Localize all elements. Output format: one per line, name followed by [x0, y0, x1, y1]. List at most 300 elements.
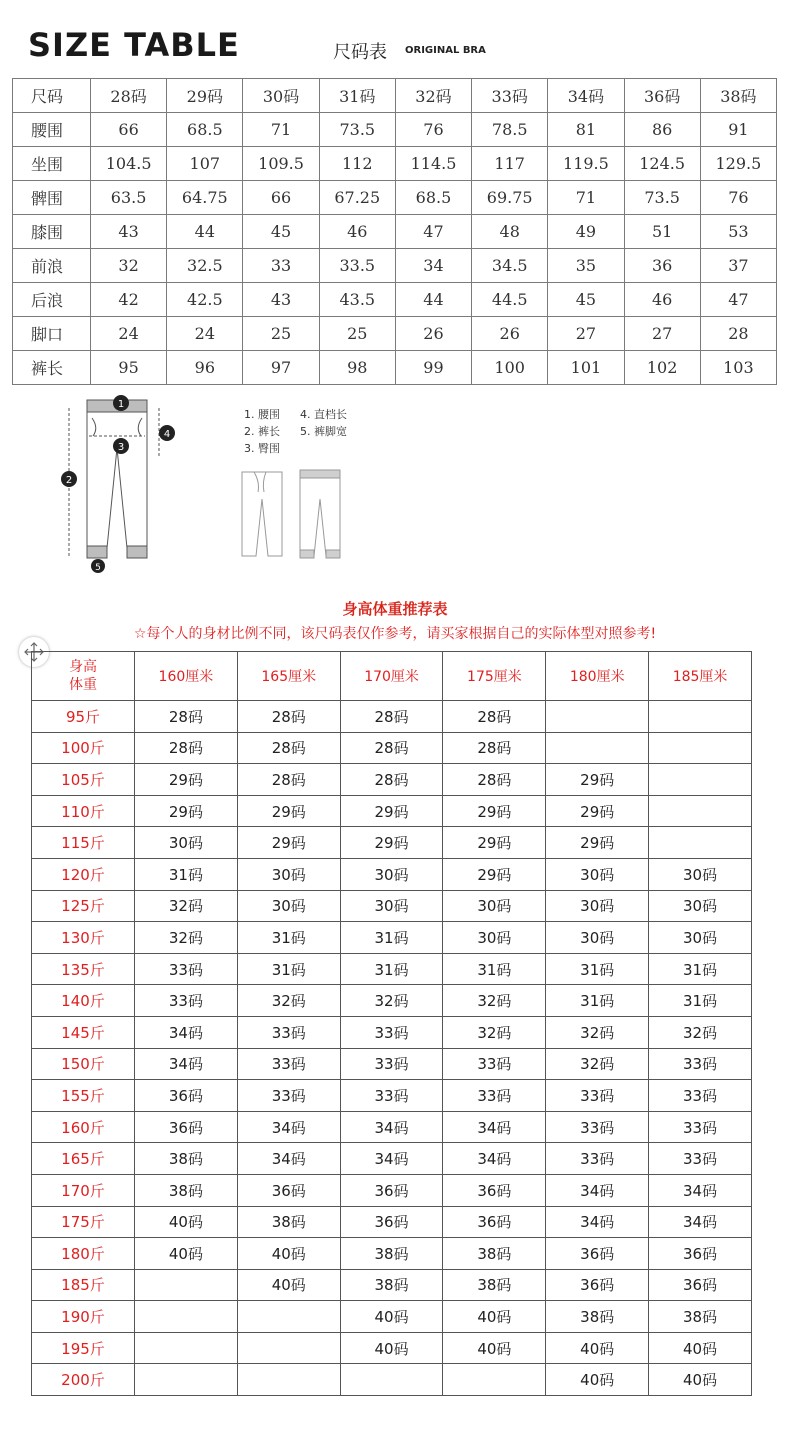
size-cell: 34码 — [443, 1111, 546, 1143]
corner-weight-label: 体重 — [69, 677, 97, 693]
measurement-value: 109.5 — [243, 147, 319, 181]
measurement-value: 114.5 — [395, 147, 471, 181]
table-row — [32, 890, 752, 922]
table-row — [13, 249, 777, 283]
size-cell: 33码 — [546, 1080, 649, 1112]
size-header-cell: 33码 — [472, 79, 548, 113]
table-row — [32, 858, 752, 890]
measurement-value: 26 — [395, 317, 471, 351]
measurement-value: 81 — [548, 113, 624, 147]
legend-item: 1. 腰围 — [244, 408, 280, 421]
size-cell: 33码 — [443, 1048, 546, 1080]
size-cell: 33码 — [237, 1080, 340, 1112]
marker-2 — [61, 471, 77, 487]
table-row — [32, 827, 752, 859]
recommend-note: ☆每个人的身材比例不同，该尺码表仅作参考，请买家根据自己的实际体型对照参考! — [133, 626, 657, 642]
size-header-label: 尺码 — [13, 79, 91, 113]
size-cell — [135, 1269, 238, 1301]
size-cell: 33码 — [443, 1080, 546, 1112]
svg-text:3: 3 — [117, 442, 125, 453]
table-row — [32, 1238, 752, 1270]
size-table — [12, 78, 777, 385]
marker-5 — [91, 559, 105, 573]
size-cell: 33码 — [340, 1048, 443, 1080]
size-cell: 40码 — [546, 1364, 649, 1396]
legend-item: 4. 直档长 — [300, 408, 347, 421]
table-row — [32, 732, 752, 764]
size-cell — [443, 1364, 546, 1396]
table-row — [13, 113, 777, 147]
measurement-value: 45 — [548, 283, 624, 317]
size-cell: 28码 — [340, 701, 443, 733]
size-cell: 28码 — [340, 732, 443, 764]
measurement-value: 107 — [167, 147, 243, 181]
size-cell: 29码 — [340, 795, 443, 827]
size-cell: 30码 — [443, 890, 546, 922]
size-header-cell: 30码 — [243, 79, 319, 113]
size-cell: 34码 — [546, 1174, 649, 1206]
weight-label: 145斤 — [32, 1016, 135, 1048]
size-cell: 30码 — [546, 890, 649, 922]
measurement-value: 104.5 — [91, 147, 167, 181]
measurement-label: 腰围 — [13, 113, 91, 147]
size-cell: 33码 — [649, 1143, 752, 1175]
table-row — [32, 1080, 752, 1112]
size-cell: 29码 — [443, 827, 546, 859]
size-cell: 36码 — [135, 1080, 238, 1112]
size-cell: 38码 — [443, 1269, 546, 1301]
size-cell: 31码 — [237, 953, 340, 985]
size-cell: 31码 — [237, 922, 340, 954]
measurement-value: 49 — [548, 215, 624, 249]
weight-label: 135斤 — [32, 953, 135, 985]
measurement-label: 髀围 — [13, 181, 91, 215]
size-cell — [649, 764, 752, 796]
measurement-label: 裤长 — [13, 351, 91, 385]
size-cell — [649, 701, 752, 733]
marker-4 — [159, 425, 175, 441]
size-cell: 29码 — [135, 764, 238, 796]
measurement-label: 脚口 — [13, 317, 91, 351]
table-row — [32, 1048, 752, 1080]
size-cell: 31码 — [135, 858, 238, 890]
measurement-value: 33.5 — [319, 249, 395, 283]
svg-text:2: 2 — [65, 475, 73, 486]
weight-label: 115斤 — [32, 827, 135, 859]
recommend-table — [31, 651, 752, 1396]
size-cell: 33码 — [237, 1048, 340, 1080]
measurement-label: 膝围 — [13, 215, 91, 249]
size-cell: 31码 — [649, 953, 752, 985]
size-cell: 40码 — [135, 1206, 238, 1238]
weight-label: 155斤 — [32, 1080, 135, 1112]
size-cell: 29码 — [443, 858, 546, 890]
measurement-value: 71 — [548, 181, 624, 215]
size-cell: 40码 — [443, 1301, 546, 1333]
size-cell: 30码 — [546, 858, 649, 890]
weight-label: 130斤 — [32, 922, 135, 954]
table-row — [32, 1143, 752, 1175]
size-header-row — [13, 79, 777, 113]
size-cell — [649, 732, 752, 764]
measurement-value: 32.5 — [167, 249, 243, 283]
measurement-value: 117 — [472, 147, 548, 181]
measurement-value: 25 — [243, 317, 319, 351]
measurement-value: 27 — [548, 317, 624, 351]
size-cell: 32码 — [443, 1016, 546, 1048]
right-cuff — [127, 546, 147, 558]
table-row — [32, 1301, 752, 1333]
size-cell: 34码 — [135, 1048, 238, 1080]
size-cell: 28码 — [237, 764, 340, 796]
weight-label: 110斤 — [32, 795, 135, 827]
weight-label: 150斤 — [32, 1048, 135, 1080]
measurement-value: 66 — [91, 113, 167, 147]
height-header-cell: 165厘米 — [237, 652, 340, 701]
weight-label: 105斤 — [32, 764, 135, 796]
size-cell: 36码 — [546, 1269, 649, 1301]
size-cell: 38码 — [340, 1238, 443, 1270]
weight-label: 95斤 — [32, 701, 135, 733]
measurement-value: 33 — [243, 249, 319, 283]
size-cell: 36码 — [443, 1174, 546, 1206]
measurement-label: 前浪 — [13, 249, 91, 283]
table-row — [32, 764, 752, 796]
measurement-value: 51 — [624, 215, 700, 249]
size-cell: 33码 — [340, 1080, 443, 1112]
measurement-value: 69.75 — [472, 181, 548, 215]
measurement-value: 44.5 — [472, 283, 548, 317]
size-cell: 40码 — [546, 1332, 649, 1364]
size-cell — [135, 1332, 238, 1364]
size-cell: 32码 — [649, 1016, 752, 1048]
weight-label: 180斤 — [32, 1238, 135, 1270]
size-header-cell: 36码 — [624, 79, 700, 113]
svg-text:1: 1 — [117, 399, 125, 410]
size-cell: 40码 — [237, 1238, 340, 1270]
table-row — [32, 1332, 752, 1364]
size-cell: 28码 — [443, 701, 546, 733]
size-cell: 34码 — [340, 1143, 443, 1175]
size-cell: 33码 — [649, 1048, 752, 1080]
weight-label: 125斤 — [32, 890, 135, 922]
size-cell: 36码 — [443, 1206, 546, 1238]
table-row — [32, 1206, 752, 1238]
measurement-value: 95 — [91, 351, 167, 385]
pants-measurement-diagram — [55, 388, 195, 573]
legend-item: 5. 裤脚宽 — [300, 425, 347, 438]
size-cell: 33码 — [135, 953, 238, 985]
size-header-cell: 31码 — [319, 79, 395, 113]
size-cell: 29码 — [135, 795, 238, 827]
weight-label: 160斤 — [32, 1111, 135, 1143]
size-cell: 30码 — [340, 890, 443, 922]
measurement-value: 66 — [243, 181, 319, 215]
svg-text:5: 5 — [95, 563, 101, 573]
weight-label: 165斤 — [32, 1143, 135, 1175]
measurement-value: 76 — [395, 113, 471, 147]
table-row — [13, 147, 777, 181]
weight-label: 100斤 — [32, 732, 135, 764]
size-cell: 36码 — [649, 1269, 752, 1301]
table-row — [13, 317, 777, 351]
measurement-value: 112 — [319, 147, 395, 181]
table-row — [13, 351, 777, 385]
size-cell: 30码 — [649, 858, 752, 890]
table-row — [32, 1111, 752, 1143]
size-cell: 34码 — [649, 1174, 752, 1206]
marker-3 — [113, 438, 129, 454]
size-cell: 36码 — [237, 1174, 340, 1206]
measurement-value: 76 — [700, 181, 776, 215]
measurement-value: 28 — [700, 317, 776, 351]
size-cell: 31码 — [546, 985, 649, 1017]
measurement-value: 46 — [319, 215, 395, 249]
measurement-value: 86 — [624, 113, 700, 147]
measurement-value: 102 — [624, 351, 700, 385]
measurement-value: 67.25 — [319, 181, 395, 215]
measurement-value: 26 — [472, 317, 548, 351]
size-cell: 36码 — [340, 1206, 443, 1238]
mini-pants-illustrations — [236, 464, 356, 564]
size-cell: 30码 — [237, 890, 340, 922]
size-cell: 34码 — [340, 1111, 443, 1143]
size-cell: 28码 — [443, 732, 546, 764]
size-cell — [340, 1364, 443, 1396]
size-cell: 34码 — [443, 1143, 546, 1175]
size-cell: 29码 — [546, 795, 649, 827]
size-cell: 33码 — [135, 985, 238, 1017]
table-row — [32, 953, 752, 985]
measurement-value: 42 — [91, 283, 167, 317]
measurement-value: 34.5 — [472, 249, 548, 283]
size-cell: 33码 — [546, 1111, 649, 1143]
size-cell: 29码 — [237, 795, 340, 827]
size-cell: 34码 — [649, 1206, 752, 1238]
size-cell: 28码 — [340, 764, 443, 796]
size-cell: 33码 — [340, 1016, 443, 1048]
table-row — [32, 701, 752, 733]
corner-height-label: 身高 — [69, 659, 97, 675]
measurement-label: 后浪 — [13, 283, 91, 317]
measurement-value: 124.5 — [624, 147, 700, 181]
size-cell: 34码 — [135, 1016, 238, 1048]
measurement-value: 53 — [700, 215, 776, 249]
size-cell: 30码 — [237, 858, 340, 890]
size-cell: 28码 — [135, 732, 238, 764]
size-cell: 30码 — [340, 858, 443, 890]
size-cell: 40码 — [237, 1269, 340, 1301]
measurement-value: 91 — [700, 113, 776, 147]
size-cell: 29码 — [546, 827, 649, 859]
size-cell: 38码 — [135, 1143, 238, 1175]
weight-label: 185斤 — [32, 1269, 135, 1301]
size-cell: 30码 — [443, 922, 546, 954]
size-cell: 32码 — [237, 985, 340, 1017]
marker-1 — [113, 395, 129, 411]
measurement-value: 99 — [395, 351, 471, 385]
size-cell: 33码 — [546, 1143, 649, 1175]
measurement-value: 37 — [700, 249, 776, 283]
size-cell: 34码 — [237, 1111, 340, 1143]
size-cell: 33码 — [649, 1080, 752, 1112]
measurement-value: 45 — [243, 215, 319, 249]
size-cell: 31码 — [649, 985, 752, 1017]
size-cell — [237, 1364, 340, 1396]
page-title: SIZE TABLE — [28, 26, 240, 64]
measurement-value: 97 — [243, 351, 319, 385]
measurement-value: 43 — [91, 215, 167, 249]
measurement-value: 35 — [548, 249, 624, 283]
measurement-value: 42.5 — [167, 283, 243, 317]
table-row — [32, 795, 752, 827]
height-header-cell: 160厘米 — [135, 652, 238, 701]
size-cell: 31码 — [340, 953, 443, 985]
measurement-value: 44 — [167, 215, 243, 249]
weight-label: 120斤 — [32, 858, 135, 890]
size-cell: 32码 — [135, 922, 238, 954]
size-cell — [649, 827, 752, 859]
table-row — [32, 1269, 752, 1301]
measurement-value: 98 — [319, 351, 395, 385]
size-header-cell: 34码 — [548, 79, 624, 113]
size-cell: 40码 — [340, 1332, 443, 1364]
size-cell: 29码 — [237, 827, 340, 859]
measurement-value: 47 — [395, 215, 471, 249]
size-cell: 30码 — [546, 922, 649, 954]
size-cell: 31码 — [340, 922, 443, 954]
table-row — [32, 1016, 752, 1048]
measurement-value: 100 — [472, 351, 548, 385]
size-cell: 31码 — [546, 953, 649, 985]
measurement-value: 71 — [243, 113, 319, 147]
measurement-value: 119.5 — [548, 147, 624, 181]
size-cell: 33码 — [237, 1016, 340, 1048]
recommend-title: 身高体重推荐表 — [342, 600, 448, 618]
measurement-value: 101 — [548, 351, 624, 385]
size-cell: 36码 — [546, 1238, 649, 1270]
legend-item: 2. 裤长 — [244, 425, 280, 438]
size-cell: 36码 — [340, 1174, 443, 1206]
height-header-cell: 170厘米 — [340, 652, 443, 701]
size-cell: 40码 — [135, 1238, 238, 1270]
size-cell: 34码 — [546, 1206, 649, 1238]
size-cell: 30码 — [649, 890, 752, 922]
weight-label: 190斤 — [32, 1301, 135, 1333]
measurement-value: 68.5 — [167, 113, 243, 147]
measurement-value: 73.5 — [319, 113, 395, 147]
size-cell: 32码 — [443, 985, 546, 1017]
size-cell: 36码 — [649, 1238, 752, 1270]
table-row — [32, 1364, 752, 1396]
size-cell — [237, 1301, 340, 1333]
size-cell — [546, 732, 649, 764]
table-row — [32, 985, 752, 1017]
weight-label: 200斤 — [32, 1364, 135, 1396]
corner-cell — [32, 652, 135, 701]
measurement-value: 34 — [395, 249, 471, 283]
size-cell: 32码 — [135, 890, 238, 922]
size-cell: 30码 — [135, 827, 238, 859]
size-cell: 38码 — [237, 1206, 340, 1238]
svg-text:4: 4 — [163, 429, 171, 440]
size-cell: 40码 — [649, 1332, 752, 1364]
left-cuff — [87, 546, 107, 558]
measurement-label: 坐围 — [13, 147, 91, 181]
size-cell — [546, 701, 649, 733]
measurement-value: 24 — [167, 317, 243, 351]
weight-label: 140斤 — [32, 985, 135, 1017]
size-header-cell: 32码 — [395, 79, 471, 113]
measurement-value: 24 — [91, 317, 167, 351]
size-header-cell: 38码 — [700, 79, 776, 113]
size-cell: 29码 — [340, 827, 443, 859]
measurement-value: 68.5 — [395, 181, 471, 215]
size-cell: 32码 — [546, 1048, 649, 1080]
measurement-value: 103 — [700, 351, 776, 385]
weight-label: 175斤 — [32, 1206, 135, 1238]
size-cell — [135, 1364, 238, 1396]
measurement-value: 32 — [91, 249, 167, 283]
measurement-value: 47 — [700, 283, 776, 317]
size-cell: 32码 — [340, 985, 443, 1017]
size-cell: 36码 — [135, 1111, 238, 1143]
table-row — [32, 1174, 752, 1206]
size-cell: 40码 — [340, 1301, 443, 1333]
measurement-value: 36 — [624, 249, 700, 283]
measurement-value: 73.5 — [624, 181, 700, 215]
size-cell — [649, 795, 752, 827]
size-cell: 33码 — [649, 1111, 752, 1143]
size-cell: 30码 — [649, 922, 752, 954]
measurement-value: 27 — [624, 317, 700, 351]
size-cell — [237, 1332, 340, 1364]
measurement-value: 78.5 — [472, 113, 548, 147]
measurement-value: 48 — [472, 215, 548, 249]
size-cell: 28码 — [237, 732, 340, 764]
legend-item: 3. 臀围 — [244, 442, 280, 455]
size-cell: 32码 — [546, 1016, 649, 1048]
size-cell: 38码 — [443, 1238, 546, 1270]
size-cell: 34码 — [237, 1143, 340, 1175]
size-cell: 28码 — [237, 701, 340, 733]
brand-tag: ORIGINAL BRA — [405, 45, 486, 56]
size-cell: 38码 — [135, 1174, 238, 1206]
recommend-header-row — [32, 652, 752, 701]
size-cell: 28码 — [443, 764, 546, 796]
weight-label: 170斤 — [32, 1174, 135, 1206]
table-row — [13, 181, 777, 215]
height-header-cell: 180厘米 — [546, 652, 649, 701]
size-header-cell: 29码 — [167, 79, 243, 113]
measurement-legend — [244, 406, 347, 457]
weight-label: 195斤 — [32, 1332, 135, 1364]
size-cell: 40码 — [649, 1364, 752, 1396]
measurement-value: 63.5 — [91, 181, 167, 215]
height-header-cell: 175厘米 — [443, 652, 546, 701]
size-cell: 28码 — [135, 701, 238, 733]
measurement-value: 43 — [243, 283, 319, 317]
table-row — [13, 283, 777, 317]
measurement-value: 96 — [167, 351, 243, 385]
size-header-cell: 28码 — [91, 79, 167, 113]
measurement-value: 129.5 — [700, 147, 776, 181]
size-cell — [135, 1301, 238, 1333]
size-cell: 38码 — [340, 1269, 443, 1301]
measurement-value: 46 — [624, 283, 700, 317]
measurement-value: 25 — [319, 317, 395, 351]
height-header-cell: 185厘米 — [649, 652, 752, 701]
